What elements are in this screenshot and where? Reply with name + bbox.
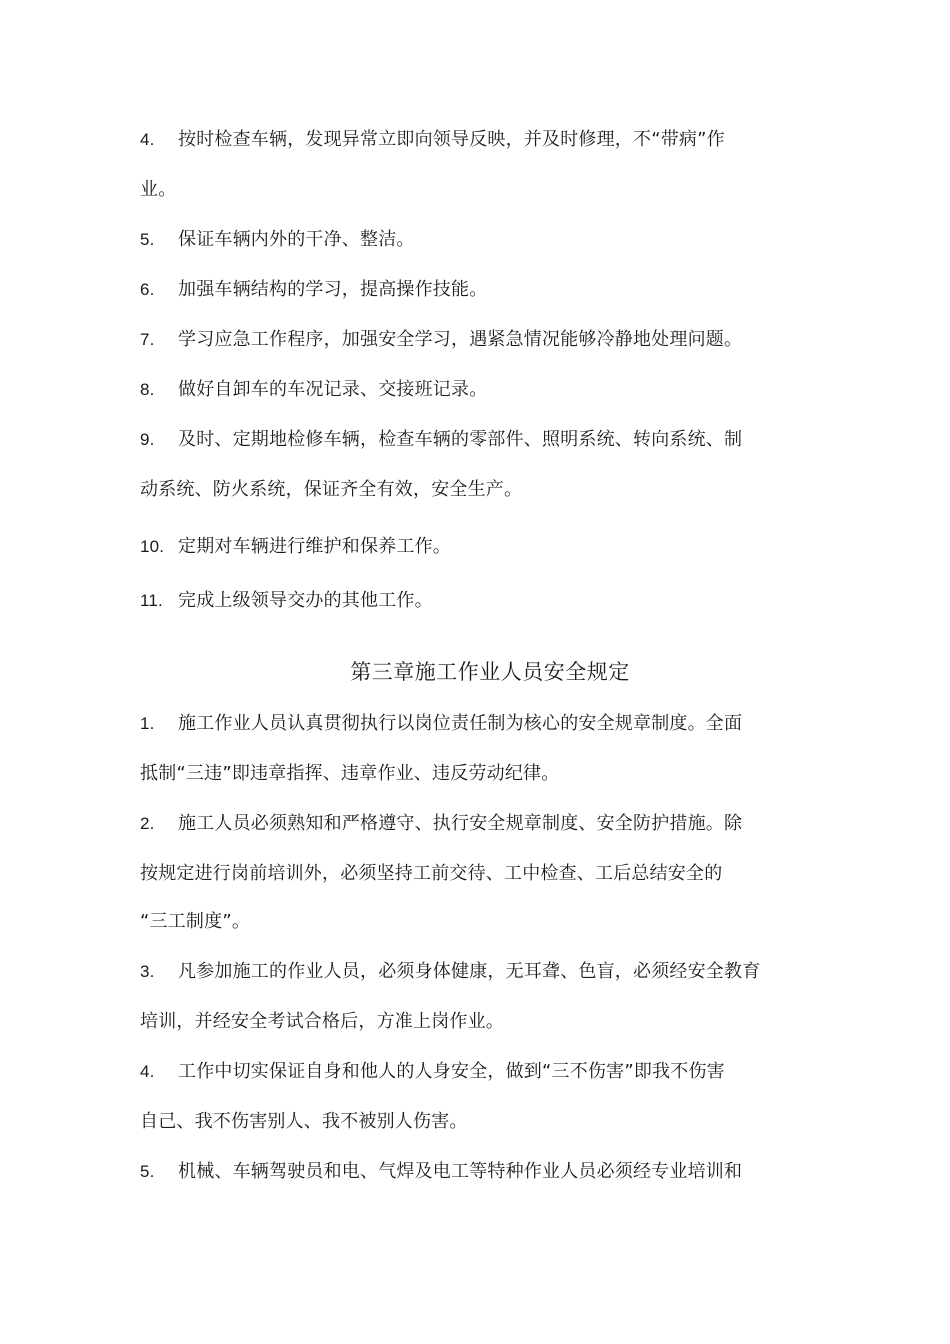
item-text: 完成上级领导交办的其他工作。 xyxy=(178,590,433,611)
item-text: 按时检查车辆，发现异常立即向领导反映，并及时修理，不“带病”作 xyxy=(178,129,725,150)
item-text: 业。 xyxy=(140,179,177,200)
item-number: 10. xyxy=(140,537,165,556)
list-item-continuation xyxy=(140,762,820,786)
list-item xyxy=(140,812,820,836)
item-number: 1. xyxy=(140,714,155,733)
list-item xyxy=(140,1160,820,1184)
list-item-continuation xyxy=(140,178,820,202)
list-item xyxy=(140,428,820,452)
list-item xyxy=(140,228,820,252)
list-item xyxy=(140,278,820,302)
item-number: 6. xyxy=(140,280,155,299)
item-number: 4. xyxy=(140,130,155,149)
list-item xyxy=(140,378,820,402)
list-item-continuation xyxy=(140,862,820,886)
item-text: 自己、我不伤害别人、我不被别人伤害。 xyxy=(140,1111,468,1132)
item-text: 施工人员必须熟知和严格遵守、执行安全规章制度、安全防护措施。除 xyxy=(178,813,743,834)
item-text: 培训，并经安全考试合格后，方准上岗作业。 xyxy=(140,1011,504,1032)
item-number: 11. xyxy=(140,591,163,610)
list-item xyxy=(140,712,820,736)
list-item xyxy=(140,960,820,984)
list-item-continuation xyxy=(140,1010,820,1034)
item-number: 3. xyxy=(140,962,155,981)
item-text: 学习应急工作程序，加强安全学习，遇紧急情况能够冷静地处理问题。 xyxy=(178,329,743,350)
item-text: 施工作业人员认真贯彻执行以岗位责任制为核心的安全规章制度。全面 xyxy=(178,713,743,734)
item-text: 定期对车辆进行维护和保养工作。 xyxy=(178,536,451,557)
item-number: 2. xyxy=(140,814,155,833)
list-item xyxy=(140,589,820,613)
item-text: 做好自卸车的车况记录、交接班记录。 xyxy=(178,379,488,400)
list-item-continuation xyxy=(140,910,820,934)
item-text: 动系统、防火系统，保证齐全有效，安全生产。 xyxy=(140,479,523,500)
list-item xyxy=(140,128,820,152)
item-number: 9. xyxy=(140,430,155,449)
item-number: 5. xyxy=(140,230,155,249)
list-item xyxy=(140,328,820,352)
item-text: 及时、定期地检修车辆，检查车辆的零部件、照明系统、转向系统、制 xyxy=(178,429,743,450)
item-text: 机械、车辆驾驶员和电、气焊及电工等特种作业人员必须经专业培训和 xyxy=(178,1161,743,1182)
chapter-heading: 第三章施工作业人员安全规定 xyxy=(350,660,630,684)
item-number: 8. xyxy=(140,380,155,399)
list-item-continuation xyxy=(140,1110,820,1134)
item-text: 按规定进行岗前培训外，必须坚持工前交待、工中检查、工后总结安全的 xyxy=(140,863,723,884)
item-text: 工作中切实保证自身和他人的人身安全，做到“三不伤害”即我不伤害 xyxy=(178,1061,725,1082)
item-text: 加强车辆结构的学习，提高操作技能。 xyxy=(178,279,488,300)
list-item xyxy=(140,1060,820,1084)
list-item-continuation xyxy=(140,478,820,502)
list-item xyxy=(140,535,820,559)
item-number: 5. xyxy=(140,1162,155,1181)
item-text: “三工制度”。 xyxy=(140,911,251,932)
item-text: 保证车辆内外的干净、整洁。 xyxy=(178,229,415,250)
item-number: 7. xyxy=(140,330,155,349)
item-text: 抵制“三违”即违章指挥、违章作业、违反劳动纪律。 xyxy=(140,763,560,784)
item-text: 凡参加施工的作业人员，必须身体健康，无耳聋、色盲，必须经安全教育 xyxy=(178,961,761,982)
item-number: 4. xyxy=(140,1062,155,1081)
